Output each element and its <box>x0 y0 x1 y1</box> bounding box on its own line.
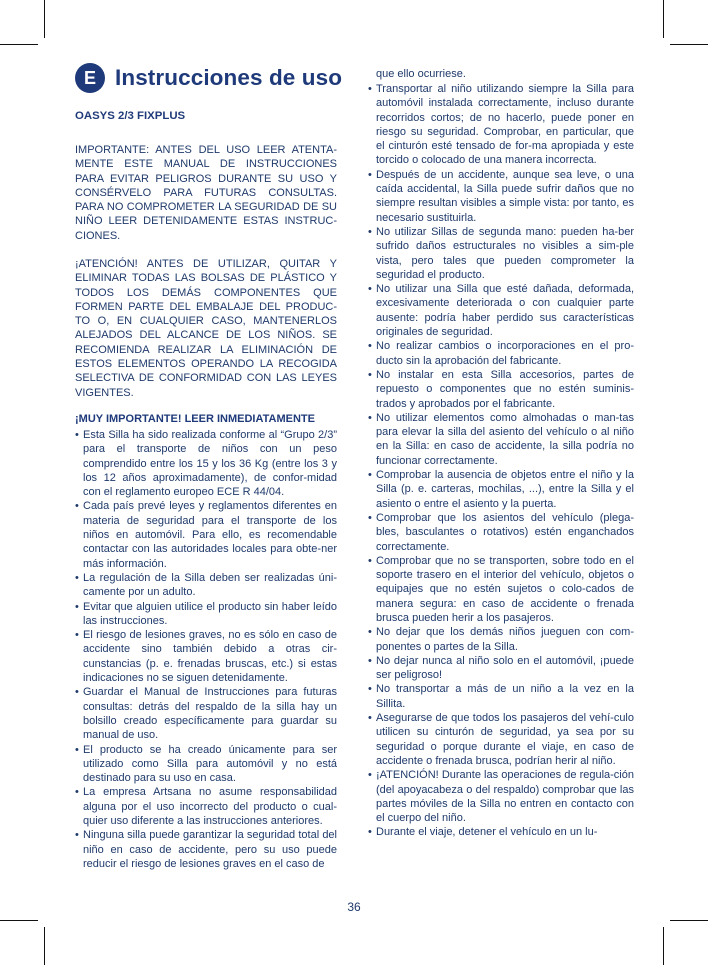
list-item-text: Asegurarse de que todos los pasajeros del vehí-culo utilicen su cinturón de seguridad, ya sea por su seguridad o porque durante el viaje, en caso de accidente o frenada brusca, podrían herir al niño. <box>376 712 634 767</box>
list-item-text: No transportar a más de un niño a la vez en la Sillita. <box>376 683 634 710</box>
list-item <box>368 411 634 468</box>
list-item <box>368 768 634 825</box>
bullet-icon: • <box>368 168 372 181</box>
list-item-text: Durante el viaje, detener el vehículo en un lu- <box>376 826 598 839</box>
crop-mark <box>44 927 45 965</box>
list-item <box>368 625 634 654</box>
list-item <box>368 368 634 411</box>
crop-mark <box>670 44 708 45</box>
list-item <box>75 785 337 828</box>
bullet-icon: • <box>368 683 372 696</box>
bullet-icon: • <box>368 626 372 639</box>
language-badge: E <box>75 63 105 93</box>
crop-mark <box>0 920 38 921</box>
bullet-icon: • <box>368 283 372 296</box>
bullet-icon: • <box>75 743 79 756</box>
section-header <box>75 63 342 93</box>
list-item-text: Guardar el Manual de Instrucciones para futuras consultas: detrás del respaldo de la silla hay un bolsillo creado específicamente para guardar su manual de uso. <box>83 686 337 742</box>
bullet-icon: • <box>75 429 79 441</box>
crop-mark <box>670 920 708 921</box>
list-item-text: No instalar en esta Silla accesorios, partes de repuesto o componentes que no estén suminis-trados y aprobados por el fabricante. <box>376 368 634 410</box>
list-item-text: El producto se ha creado únicamente para ser utilizado como Silla para automóvil y no está destinado para su uso en casa. <box>83 743 337 785</box>
bullet-icon: • <box>368 554 372 567</box>
list-item-text: El riesgo de lesiones graves, no es sólo en caso de accidente sino también debido a otras cir-cunstancias (p. e. frenadas bruscas, etc.) si estas indicaciones no se siguen detenidamente. <box>83 629 337 685</box>
bullet-icon: • <box>75 629 79 642</box>
bullet-icon: • <box>368 340 372 353</box>
list-item <box>75 499 337 570</box>
bullet-icon: • <box>75 571 79 584</box>
list-item <box>75 628 337 685</box>
list-item-text: Después de un accidente, aunque sea leve, o una caída accidental, la Silla puede sufrir daños que no siempre resultan visibles a simple vista: por tanto, es necesario sustituirla. <box>376 168 634 224</box>
list-item <box>368 825 634 839</box>
list-item <box>75 685 337 742</box>
bullet-icon: • <box>368 225 372 238</box>
product-name: OASYS 2/3 FIXPLUS <box>75 110 186 122</box>
list-item-text: La regulación de la Silla deben ser realizadas úni-camente por un adulto. <box>83 571 337 599</box>
continuation-text: que ello ocurriese. <box>376 68 466 80</box>
list-item <box>368 554 634 625</box>
list-item-text: Esta Silla ha sido realizada conforme al “Grupo 2/3” para el transporte de niños con un peso comprendido entre los 15 y los 36 Kg (entre los 3 y los 12 años aproximadamente), de confor-midad con el reglamento europeo ECE R 44/04. <box>83 429 337 499</box>
bullet-icon: • <box>368 469 372 482</box>
bullet-icon: • <box>75 600 79 613</box>
list-item <box>368 711 634 768</box>
bullet-icon: • <box>368 826 372 839</box>
list-item <box>368 282 634 339</box>
list-item-text: No dejar nunca al niño solo en el automóvil, ¡puede ser peligroso! <box>376 654 634 682</box>
list-item <box>75 743 337 786</box>
list-item-text: No utilizar elementos como almohadas o man-tas para elevar la silla del asiento del vehículo o al niño en la Silla: en caso de accidente, la silla podría no funcionar correctamente. <box>376 411 634 467</box>
list-item-text: Comprobar que los asientos del vehículo (plega-bles, basculantes o rotativos) estén enganchados correctamente. <box>376 511 634 553</box>
list-item <box>75 600 337 629</box>
bullet-icon: • <box>368 411 372 424</box>
list-item-text: Transportar al niño utilizando siempre la Silla para automóvil instalada correctamente, incluso durante recorridos cortos; de no hacerlo, puede poner en riesgo su seguridad. Comprobar, en particular, que el cinturón esté tensado de for-ma apropiada y este torcido o colocado de una manera incorrecta. <box>376 83 634 167</box>
right-bullet-list <box>368 82 634 840</box>
list-item-text: Comprobar que no se transporten, sobre todo en el soporte trasero en el interior del vehículo, objetos o equipajes que no estén sujetos o colo-cados de manera segura: en caso de accidente o frenada brusca pueden herir a los pasajeros. <box>376 554 634 624</box>
bullet-icon: • <box>368 654 372 667</box>
list-item <box>75 828 337 871</box>
list-item-text: No realizar cambios o incorporaciones en el pro-ducto sin la aprobación del fabricante. <box>376 340 634 367</box>
list-item-text: No dejar que los demás niños jueguen con com-ponentes o partes de la Silla. <box>376 626 634 653</box>
list-item <box>368 682 634 711</box>
list-item <box>368 339 634 368</box>
intro-paragraph-2: ¡ATENCIÓN! ANTES DE UTILIZAR, QUITAR Y ELIMINAR TODAS LAS BOLSAS DE PLÁSTICO Y TODOS LOS DEMÁS COMPONENTES QUE FORMEN PARTE DEL EMBALAJE DEL PRODUC-TO O, EN CUALQUIER CASO, MANTENERLOS ALEJADOS DEL ALCANCE DE LOS NIÑOS. SE RECOMIENDA REALIZAR LA ELIMINACIÓN DE ESTOS ELEMENTOS OPERANDO LA RECOGIDA SELECTIVA DE CONFORMIDAD CON LAS LEYES VIGENTES. <box>75 258 337 399</box>
list-item-text: Evitar que alguien utilice el producto sin haber leído las instrucciones. <box>83 600 337 627</box>
list-item <box>368 468 634 511</box>
crop-mark <box>44 0 45 38</box>
list-item-text: ¡ATENCIÓN! Durante las operaciones de regula-ción (del apoyacabeza o del respaldo) comprobar que las partes móviles de la Silla no entren en contacto con el cuerpo del niño. <box>376 769 634 825</box>
list-item-text: Ninguna silla puede garantizar la seguridad total del niño en caso de accidente, pero su uso puede reducir el riesgo de lesiones graves en el caso de <box>83 829 337 870</box>
list-item <box>75 571 337 600</box>
list-item-text: No utilizar una Silla que esté dañada, deformada, excesivamente deteriorada o con cualquier parte ausente: podría haber perdido sus características originales de seguridad. <box>376 283 634 339</box>
list-item <box>368 225 634 282</box>
bullet-icon: • <box>75 500 79 513</box>
bullet-icon: • <box>75 786 79 799</box>
crop-mark <box>663 927 664 965</box>
important-heading: ¡MUY IMPORTANTE! LEER INMEDIATAMENTE <box>75 413 315 425</box>
page-title: Instrucciones de uso <box>115 65 343 90</box>
bullet-icon: • <box>368 712 372 725</box>
left-bullet-list <box>75 428 337 871</box>
page-number: 36 <box>347 900 361 914</box>
list-item <box>368 654 634 683</box>
list-item <box>368 511 634 554</box>
bullet-icon: • <box>75 686 79 699</box>
intro-paragraph-1: IMPORTANTE: ANTES DEL USO LEER ATENTA-MENTE ESTE MANUAL DE INSTRUCCIONES PARA EVITAR PELIGROS DURANTE SU USO Y CONSÉRVELO PARA FUTURAS CONSULTAS. PARA NO COMPROMETER LA SEGURIDAD DE SU NIÑO LEER DETENIDAMENTE ESTAS INSTRUC-CIONES. <box>75 144 337 242</box>
list-item <box>75 428 337 499</box>
bullet-icon: • <box>368 368 372 381</box>
list-item-text: No utilizar Sillas de segunda mano: pueden ha-ber sufrido daños estructurales no visibles a sim-ple vista, pero tales que pueden comprometer la seguridad el producto. <box>376 225 634 281</box>
list-item-text: La empresa Artsana no asume responsabilidad alguna por el uso incorrecto del producto o cual-quier uso diferente a las instrucciones anteriores. <box>83 786 337 828</box>
bullet-icon: • <box>368 511 372 524</box>
list-item <box>368 82 634 168</box>
crop-mark <box>0 44 38 45</box>
bullet-icon: • <box>368 769 372 782</box>
bullet-icon: • <box>75 829 79 842</box>
list-item-text: Comprobar la ausencia de objetos entre el niño y la Silla (p. e. carteras, mochilas, ...), entre la Silla y el asiento o entre el asiento y la puerta. <box>376 469 634 510</box>
list-item-text: Cada país prevé leyes y reglamentos diferentes en materia de seguridad para el transporte de los niños en automóvil. Para ello, es recomendable contactar con las autoridades locales para obte-ner más información. <box>83 500 337 570</box>
list-item <box>368 168 634 225</box>
bullet-icon: • <box>368 83 372 95</box>
crop-mark <box>663 0 664 38</box>
